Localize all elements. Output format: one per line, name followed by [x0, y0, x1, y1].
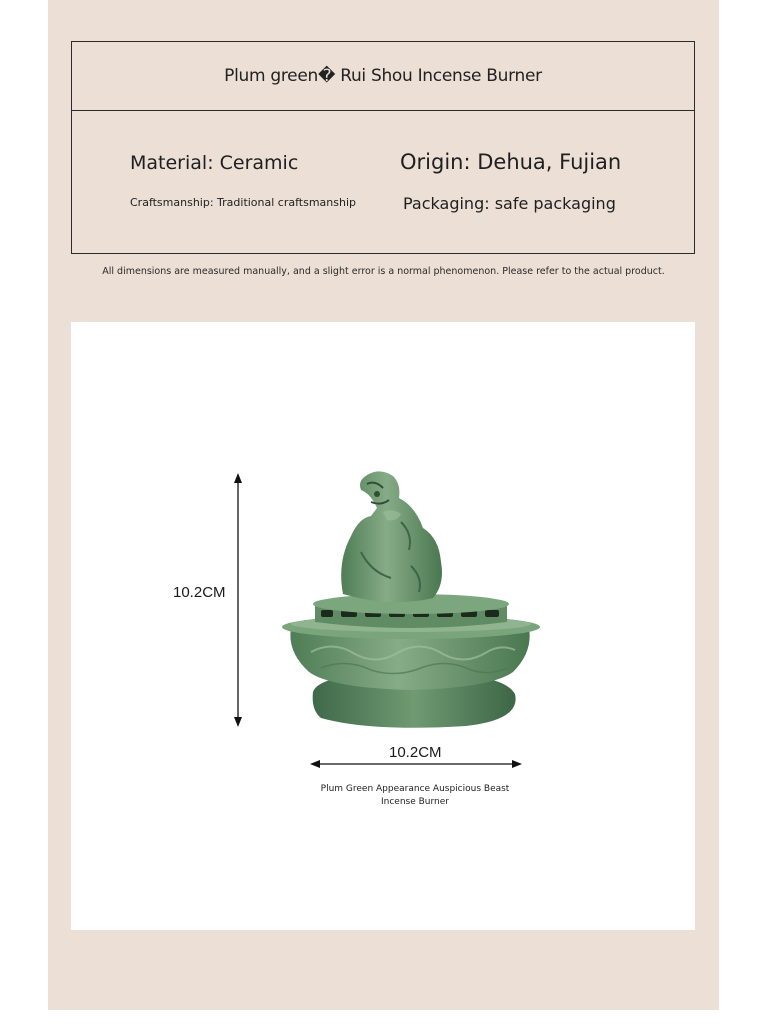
- craftsmanship-spec: Craftsmanship: Traditional craftsmanship: [130, 196, 357, 209]
- product-photo: [71, 322, 695, 930]
- product-caption: Plum Green Appearance Auspicious Beast Incense Burner: [320, 784, 510, 807]
- material-spec: Material: Ceramic: [130, 152, 299, 174]
- incense-burner-illustration: [71, 322, 695, 930]
- origin-spec: Origin: Dehua, Fujian: [400, 150, 622, 174]
- width-label: 10.2CM: [389, 744, 442, 761]
- height-dimension-arrow: [234, 473, 242, 727]
- width-dimension-arrow: [310, 760, 522, 768]
- packaging-spec: Packaging: safe packaging: [403, 194, 616, 213]
- height-label: 10.2CM: [173, 584, 226, 601]
- measurement-note: All dimensions are measured manually, and a slight error is a normal phenomenon. Please refer to the actual product.: [102, 266, 665, 277]
- incense-burner: [282, 471, 540, 727]
- spec-card: [71, 41, 695, 254]
- product-title: Plum green� Rui Shou Incense Burner: [72, 42, 694, 111]
- product-detail-panel: [48, 0, 719, 1010]
